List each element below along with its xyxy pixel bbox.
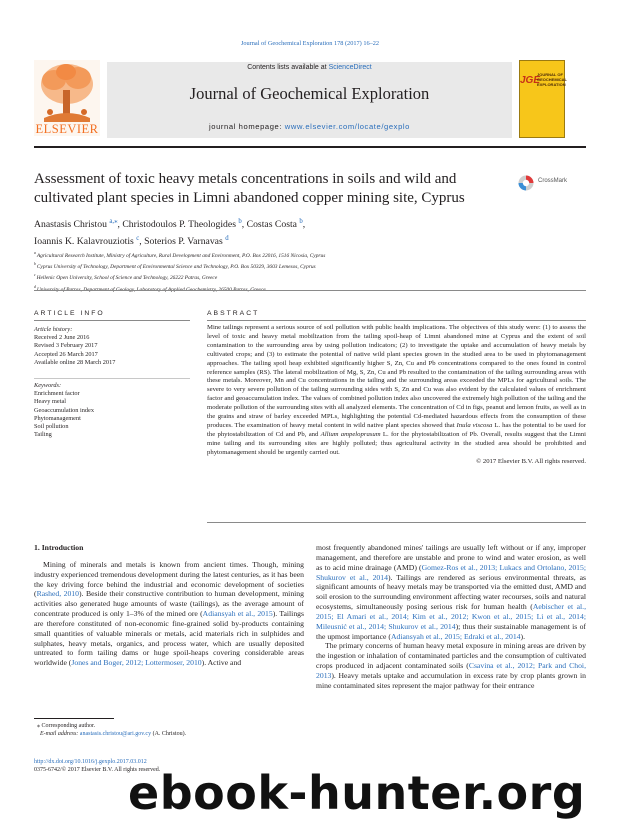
- footnote-rule: [34, 718, 114, 719]
- title-line-2: cultivated plant species in Limni abandoned copper mining site, Cyprus: [34, 190, 465, 206]
- contents-prefix: Contents lists available at: [247, 64, 329, 71]
- history-label: Article history:: [34, 326, 73, 333]
- history-item: Revised 3 February 2017: [34, 342, 98, 350]
- journal-cover-thumbnail[interactable]: [519, 60, 565, 138]
- article-info-rule: [34, 320, 190, 321]
- history-item: Accepted 26 March 2017: [34, 350, 98, 358]
- contents-line: [107, 64, 512, 71]
- homepage-prefix: journal homepage:: [208, 122, 285, 131]
- species-name: Inula viscosa: [456, 421, 493, 429]
- body-paragraph: [316, 641, 586, 690]
- body-column-right: [316, 543, 586, 691]
- author-affiliation-link[interactable]: d: [225, 235, 229, 243]
- author-name: Ioannis K. Kalavrouziotis: [34, 236, 137, 248]
- keyword-item: Soil pollution: [34, 423, 69, 431]
- article-title: [34, 170, 494, 208]
- section-rule: [34, 290, 586, 291]
- corresponding-text: Corresponding author.: [41, 723, 96, 729]
- author-name: Christodoulos P. Theologides: [122, 219, 239, 231]
- author-separator: ,: [302, 219, 306, 231]
- body-text: Mining of minerals and metals is known from ancient times. Though, mining industry experienced tremendous development during the latest centuries, as it has been the key driving force behind the industrial and economic development of societies (: [34, 559, 304, 599]
- cover-title: JOURNAL OF GEOCHEMICAL EXPLORATION: [537, 72, 567, 87]
- abstract-paragraph: [207, 324, 586, 458]
- keyword-item: Phytomanagement: [34, 414, 81, 422]
- journal-title: Journal of Geochemical Exploration: [189, 84, 430, 103]
- crossmark-label: CrossMark: [538, 178, 568, 184]
- abstract-heading: ABSTRACT: [207, 310, 260, 317]
- citation-link[interactable]: Adiansyah et al., 2015: [202, 609, 273, 619]
- author-list: [34, 215, 574, 249]
- body-column-left: [34, 543, 304, 668]
- body-paragraph: [316, 543, 586, 641]
- citation-link[interactable]: Gomez-Ros et al., 2013; Lukacs and Ortolano, 2015; Shukurov et al., 2014: [316, 562, 586, 582]
- author-line-2: [34, 232, 574, 249]
- journal-reference[interactable]: Journal of Geochemical Exploration 178 (2017) 16–22: [240, 40, 380, 47]
- author-name: Anastasis Christou: [34, 219, 110, 231]
- keyword-item: Tailing: [34, 431, 52, 439]
- abstract-rule: [207, 320, 586, 321]
- corresponding-author-footnote: [34, 722, 304, 738]
- abstract-part: L. has the potential to be used for the phytostabilization of Cd and Pb, and: [207, 421, 587, 438]
- body-text: ). Tailings are therefore constituted of non-economic fine-grained solid by-products containing small quantities of valuable minerals or metals, acid materials rich in sulphides and sulphates, heavy metals, organics, and process water, which are usually deposited untreated to form tailing dams or huge spoil-heaps covering considerable areas worldwide (: [34, 609, 304, 668]
- author-line-1: [34, 215, 574, 232]
- history-rule: [34, 378, 190, 379]
- affiliation-text: Agricultural Research Institute, Ministry of Agriculture, Rural Development and Environment, P.O. Box 22016, 1516 Nicosia, Cyprus: [36, 252, 326, 259]
- doi-link[interactable]: http://dx.doi.org/10.1016/j.gexplo.2017.03.012: [34, 759, 147, 765]
- author-name: Soterios P. Varnavas: [144, 236, 226, 248]
- affiliation-marker: a: [34, 251, 37, 255]
- affiliation-marker: b: [34, 262, 37, 267]
- body-text: The primary concerns of human heavy metal exposure in mining areas are driven by the ingestion or inhalation of contaminated particles and the consumption of cultivated crops produced in adjacent contaminated soils (: [316, 641, 586, 671]
- body-text: ). Heavy metals uptake and accumulation in excess rate by crop plants grown in mine contaminated sites represent the major pathway for their entrance: [316, 670, 586, 690]
- crossmark-button[interactable]: [518, 173, 598, 195]
- abstract-bottom-rule: [207, 522, 586, 523]
- abstract-text: [207, 324, 586, 467]
- author-affiliation-link[interactable]: c: [136, 235, 140, 243]
- email-suffix: (A. Christou).: [151, 731, 187, 738]
- citation-link[interactable]: Rashed, 2010: [36, 589, 79, 599]
- abstract-part: Mine tailings represent a serious source of soil pollution with public health implications. The objectives of this study were: (1) to assess the level of toxic and heavy metal mobilization from the tailing spoil-heap of Limni abandoned mine at Cyprus and the extent of soil contamination to the surrounding area by using pollution indicators; (2) to investigate the uptake and accumulation of heavy metals by cultivated crops; and (3) to estimate the potential of native wild plant species grown in the studied area to be used in phytomanagement approaches. The tailing spoil heap exhibited significantly higher S, Zn, Cu and Pb concentrations compared to the ones found in control reference samples (RS). The lateral mobilization of Mg, S, Zn, Cu and Pb resulted to the contamination of the tailing surrounding areas with these metals. Moreover, Mn and Cu concentrations in the tailing and the surrounding areas exceeded the MPLs for agricultural soils. The severe to very severe pollution of the tailing surrounding sides with S, Zn and Cu was also evident by the calculated values of enrichment factor and geoaccumulation index. The values of combined pollution index also uncovered the extremely high pollution of the tailing and the moderate pollution of the surrounding sites with all analyzed elements. The concentration of Cd in figs, peanut and lemon fruits, as well as in the grains and straw of barley exceeded MPLs, highlighting the potential Cd-mediated hazardous effects from the consumption of these produces. The examination of heavy metal content in wild native plant species showed that: [207, 324, 586, 429]
- abstract-part: L. for the phytostabilization of Pb. Overall, results suggest that the Limni mine tailing and its surrounding sites are highly polluted; thus agricultural activity in the studied area should be prohibited and phytomanagement should be urgently carried out.: [207, 430, 587, 456]
- affiliation-item: [34, 249, 574, 260]
- author-affiliation-link[interactable]: b: [238, 218, 242, 225]
- keywords: [34, 382, 190, 439]
- cover-abbrev: JGE: [520, 75, 541, 86]
- affiliations: [34, 249, 574, 294]
- article-info-heading: ARTICLE INFO: [34, 310, 105, 317]
- keyword-item: Enrichment factor: [34, 390, 80, 398]
- species-name: Allium ampeloprasum: [320, 430, 381, 438]
- elsevier-wordmark: ELSEVIER: [35, 122, 99, 136]
- email-label: E-mail address:: [40, 731, 80, 738]
- body-text: most frequently abandoned mines' tailings are usually left without or if any, improper management, and therefore are unstable and prone to wind and water erosion, as well as to acid mine drainage (AMD) (: [316, 543, 586, 572]
- keyword-item: Geoaccumulation index: [34, 406, 94, 414]
- email-link[interactable]: anastasis.christou@ari.gov.cy: [79, 731, 152, 738]
- journal-homepage: [107, 122, 512, 131]
- author-affiliation-link[interactable]: a,⁎: [109, 218, 118, 225]
- author-separator: ,: [139, 236, 145, 248]
- body-text: ).: [520, 631, 526, 641]
- body-paragraph: [34, 560, 304, 668]
- article-history: [34, 326, 190, 367]
- author-name: Costas Costa: [246, 219, 300, 231]
- title-line-1: Assessment of toxic heavy metals concentrations in soils and wild and: [34, 171, 457, 187]
- history-item: Received 2 June 2016: [34, 334, 90, 342]
- body-text: ). Beside their constructive contribution to human development, mining activities also generated huge amounts of waste (tailings), as the average amount of concentrate produced is only 1–3% of the mined ore (: [34, 589, 304, 619]
- author-separator: ,: [117, 219, 123, 231]
- crossmark-icon: [518, 175, 534, 191]
- keywords-label: Keywords:: [34, 382, 62, 389]
- author-affiliation-link[interactable]: b: [299, 218, 303, 225]
- affiliation-text: Cyprus University of Technology, Department of Environmental Science and Technology, P.O. Box 50329, 3603 Lemesos, Cyprus: [36, 264, 316, 270]
- affiliation-item: [34, 260, 574, 271]
- issn-line: 0375-6742/© 2017 Elsevier B.V. All rights reserved.: [34, 767, 161, 774]
- history-item: Available online 28 March 2017: [34, 358, 116, 366]
- citation-link[interactable]: Adiansyah et al., 2015; Edraki et al., 2014: [390, 631, 521, 641]
- abstract-copyright: © 2017 Elsevier B.V. All rights reserved.: [476, 457, 586, 465]
- homepage-link[interactable]: www.elsevier.com/locate/gexplo: [284, 122, 411, 131]
- affiliation-marker: c: [34, 273, 37, 278]
- citation-link[interactable]: Jones and Boger, 2012; Lottermoser, 2010: [71, 658, 202, 668]
- watermark: ebook-hunter.org: [128, 766, 586, 820]
- body-text: ); thus their sustainable management is of the upmost importance (: [316, 621, 586, 641]
- header-rule: [34, 146, 586, 148]
- affiliation-marker: d: [34, 284, 37, 289]
- section-heading-introduction: 1. Introduction: [34, 543, 84, 552]
- email-note: [34, 730, 304, 738]
- affiliation-item: [34, 271, 574, 282]
- citation-link[interactable]: Aebischer et al., 2015; El Amari et al., 2014; Kim et al., 2012; Kwon et al., 2015; Li et al., 2014; Mileusnić et al., 2014; Shukurov et al., 2014: [316, 602, 587, 631]
- keyword-item: Heavy metal: [34, 398, 66, 406]
- body-text: ). Active and: [201, 658, 242, 668]
- affiliation-item: [34, 283, 574, 294]
- author-separator: ,: [241, 219, 247, 231]
- affiliation-text: Hellenic Open University, School of Science and Technology, 26222 Patras, Greece: [36, 275, 218, 282]
- corresponding-note: ⁎ Corresponding author.: [34, 723, 96, 729]
- body-text: ). Tailings are rendered as serious environmental threats, as significant amounts of heavy metals may be transported via the emitted dust, AMD and soil erosion to the surrounding environment affecting water recourses, soils and natural ecosystems, simultaneously posing serious risk for human health (: [316, 572, 586, 612]
- citation-link[interactable]: Csavina et al., 2012; Park and Choi, 2013: [316, 661, 586, 680]
- sciencedirect-link[interactable]: ScienceDirect: [328, 64, 372, 71]
